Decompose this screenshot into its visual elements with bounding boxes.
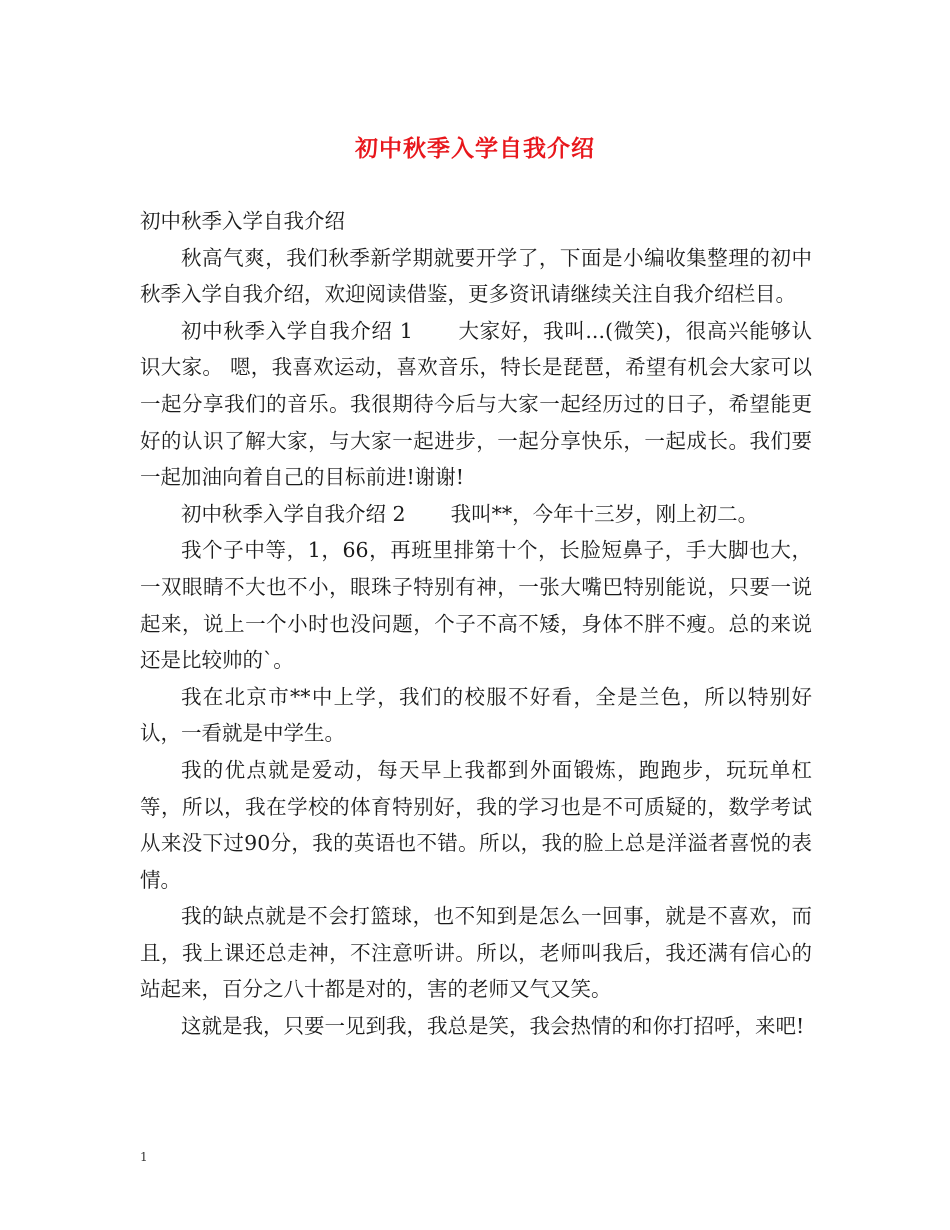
intro-paragraph: 秋高气爽，我们秋季新学期就要开学了，下面是小编收集整理的初中秋季入学自我介绍，欢迎阅读借鉴，更多资讯请继续关注自我介绍栏目。 [140,245,812,307]
strengths-paragraph: 我的优点就是爱动，每天早上我都到外面锻炼，跑跑步，玩玩单杠等，所以，我在学校的体育特别好，我的学习也是不可质疑的，数学考试从来没下过90分，我的英语也不错。所以，我的脸上总是洋溢者喜悦的表情。 [140,757,812,892]
section-2-text: 我叫**，今年十三岁，刚上初二。 [450,501,759,526]
subtitle-paragraph: 初中秋季入学自我介绍 [140,209,345,233]
appearance-paragraph: 我个子中等，1，66，再班里排第十个，长脸短鼻子，手大脚也大，一双眼睛不大也不小，眼珠子特别有神，一张大嘴巴特别能说，只要一说起来，说上一个小时也没问题，个子不高不矮，身体不胖不瘦。总的来说还是比较帅的`。 [140,538,812,673]
section-1-paragraph [140,313,812,496]
document-title: 初中秋季入学自我介绍 [355,135,595,162]
weaknesses-paragraph: 我的缺点就是不会打篮球，也不知到是怎么一回事，就是不喜欢，而且，我上课还总走神，不注意听讲。所以，老师叫我后，我还满有信心的站起来，百分之八十都是对的，害的老师又气又笑。 [140,904,812,1002]
document-body [140,203,812,1045]
section-1-heading: 初中秋季入学自我介绍 1 [181,318,413,343]
closing-paragraph: 这就是我，只要一见到我，我总是笑，我会热情的和你打招呼，来吧! [181,1014,805,1039]
school-paragraph: 我在北京市**中上学，我们的校服不好看，全是兰色，所以特别好认，一看就是中学生。 [140,684,812,746]
section-1-text: 大家好，我叫...(微笑)，很高兴能够认识大家。 嗯，我喜欢运动，喜欢音乐，特长是琵琶，希望有机会大家可以一起分享我们的音乐。我很期待今后与大家一起经历过的日子，希望能更好的认识了解大家，与大家一起进步，一起分享快乐，一起成长。我们要一起加油向着自己的目标前进!谢谢! [140,318,812,490]
section-2-paragraph [140,496,812,533]
page-number: 1 [140,1150,148,1164]
section-2-heading: 初中秋季入学自我介绍 2 [181,501,406,526]
